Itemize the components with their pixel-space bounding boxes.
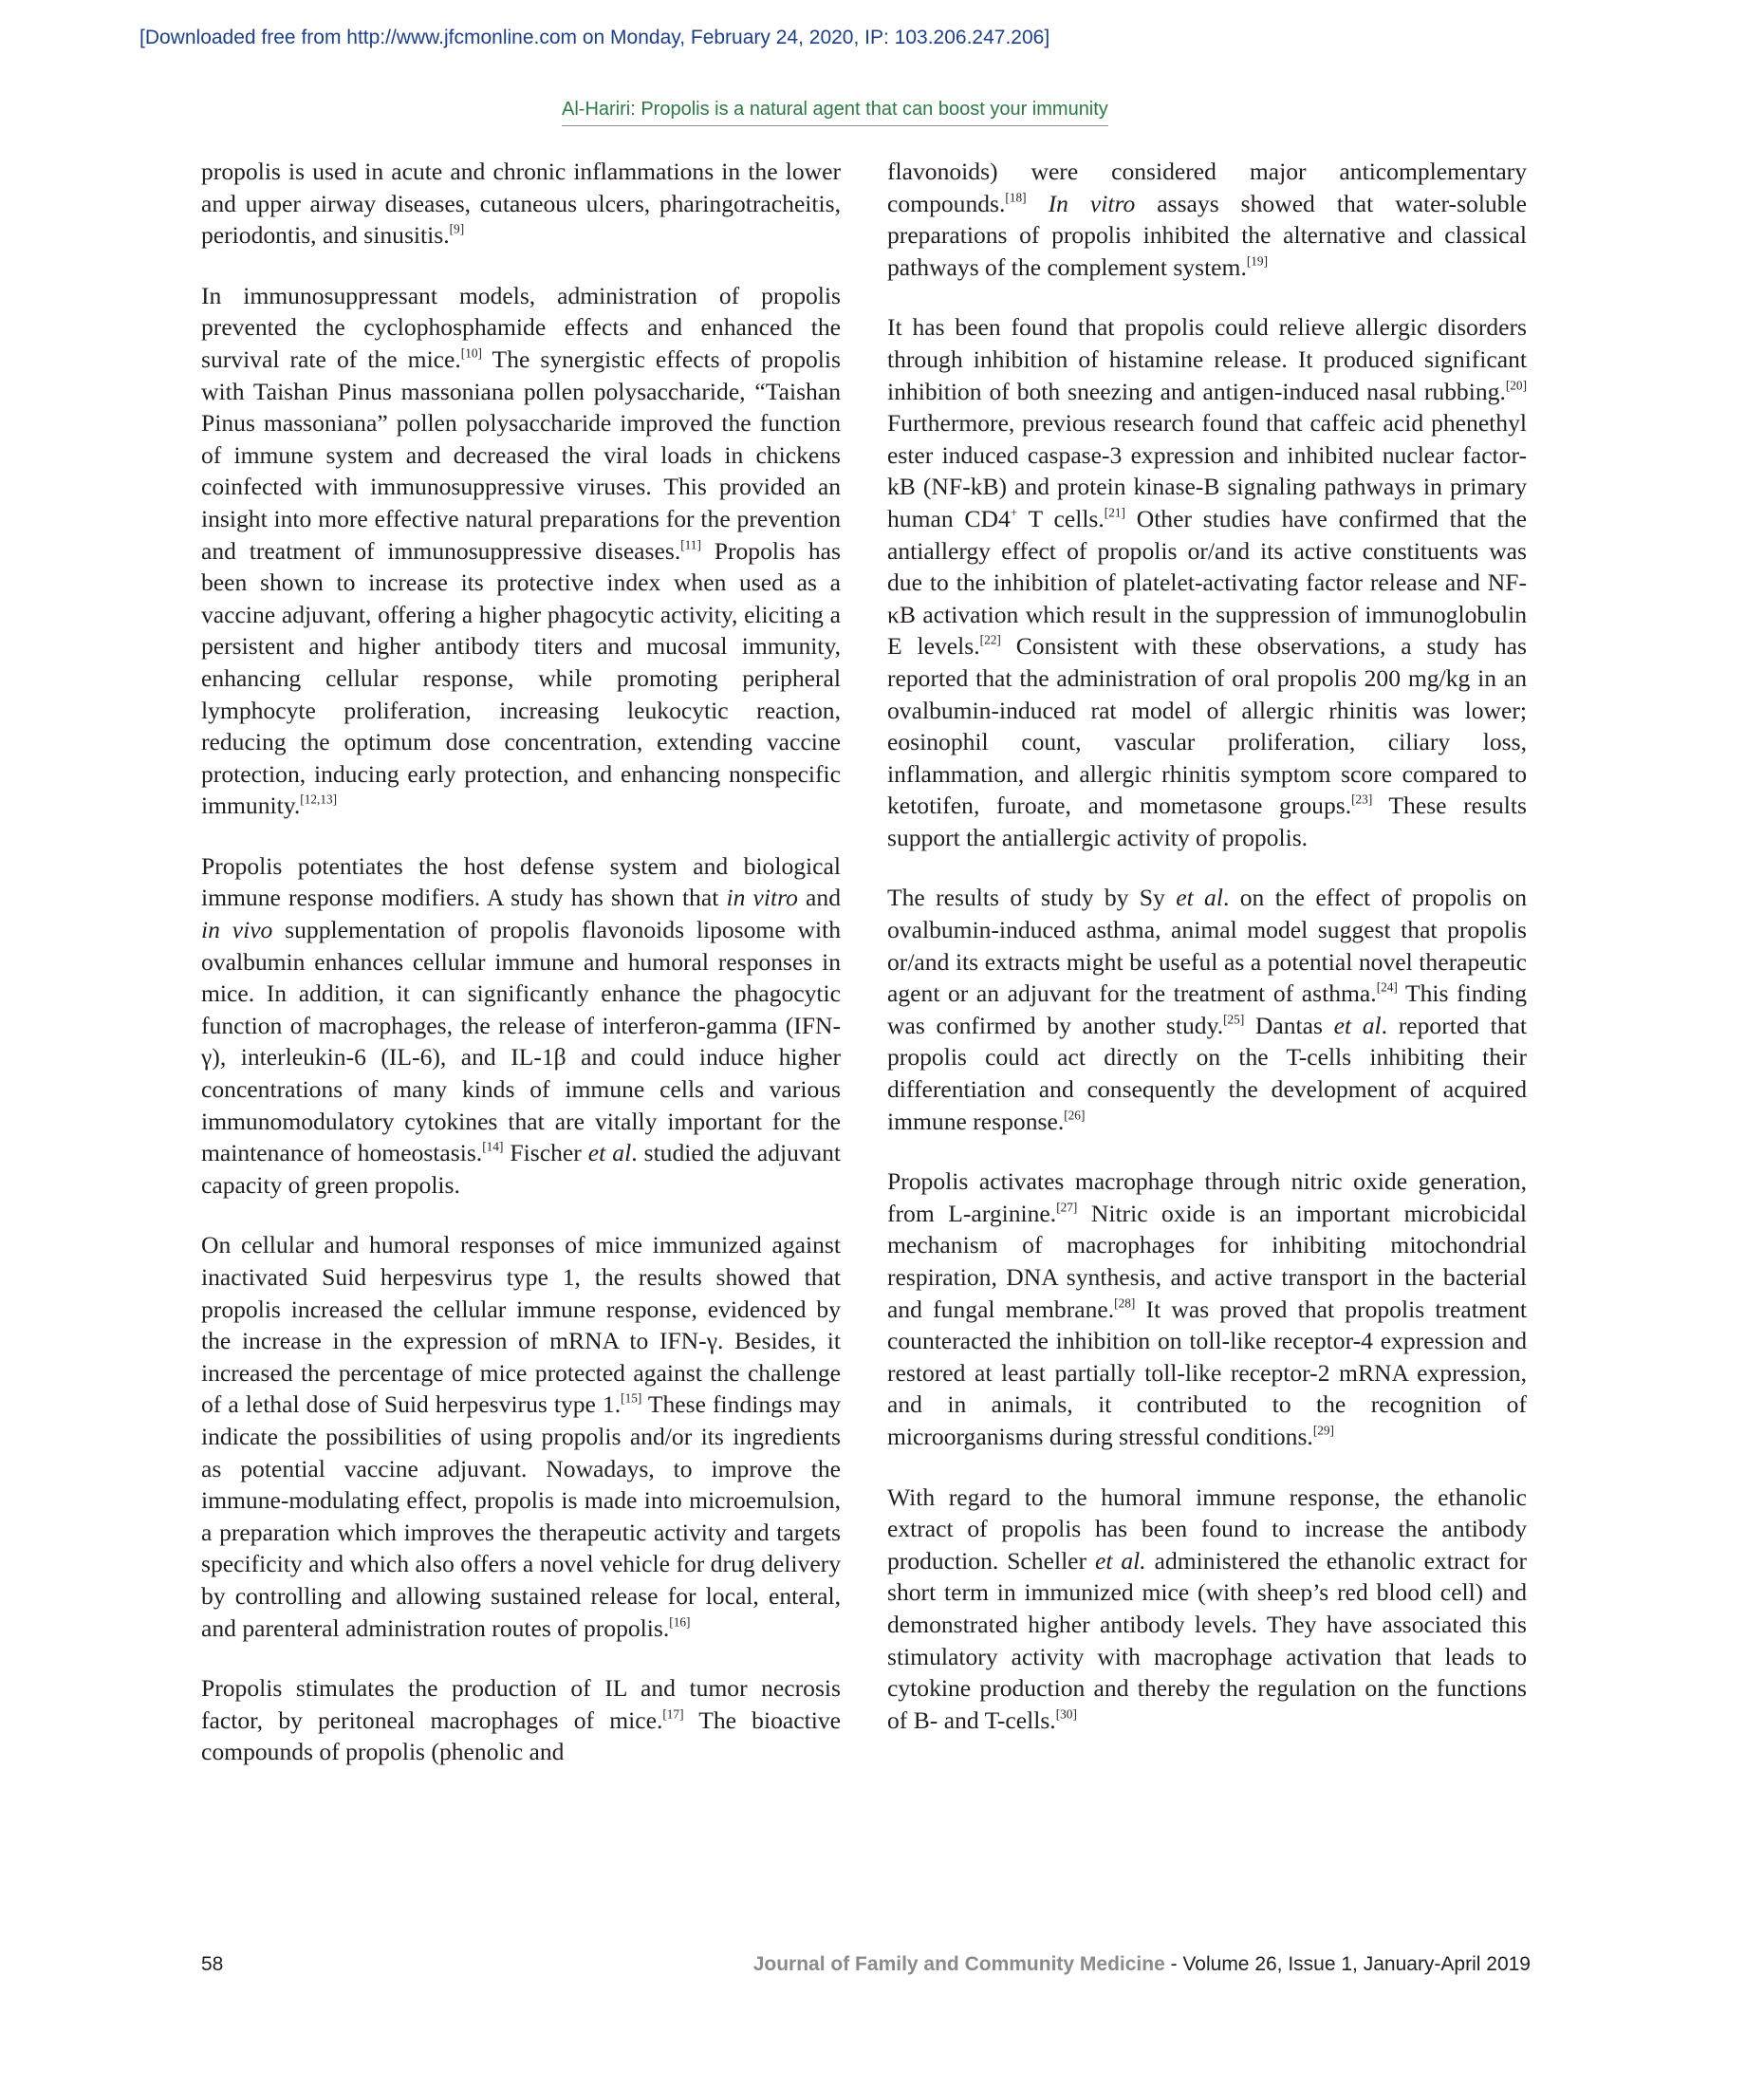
citation-ref: [26] bbox=[1064, 1108, 1086, 1123]
journal-citation bbox=[753, 1953, 1531, 1976]
download-notice: [Downloaded free from http://www.jfcmonline.com on Monday, February 24, 2020, IP: 103.206.247.206] bbox=[139, 27, 1050, 48]
citation-ref: [23] bbox=[1351, 792, 1373, 807]
text-run: and bbox=[797, 884, 841, 912]
text-run: flavonoids) were considered major anticomplementary compounds. bbox=[887, 158, 1527, 217]
italic-text: et al bbox=[1176, 884, 1223, 912]
text-run: These results support the antiallergic activity of propolis. bbox=[887, 792, 1527, 851]
text-run: Consistent with these observations, a study has reported that the administration of oral propolis 200 mg/kg in an ovalbumin-induced rat model of allergic rhinitis was lower; eosinophil count, vascular proliferation, ciliary loss, inflammation, and allergic rhinitis symptom score compared to ketotifen, furoate, and mometasone groups. bbox=[887, 632, 1527, 820]
italic-text: et al bbox=[1333, 1011, 1382, 1039]
paragraph bbox=[201, 156, 841, 252]
text-run: On cellular and humoral responses of mice immunized against inactivated Suid herpesvirus type 1, the results showed that propolis increased the cellular immune response, evidenced by the increase in the expression of mRNA to IFN-γ. Besides, it increased the percentage of mice protected against the challenge of a lethal dose of Suid herpesvirus type 1. bbox=[201, 1231, 841, 1419]
journal-issue: - Volume 26, Issue 1, January-April 2019 bbox=[1164, 1953, 1531, 1975]
citation-ref: [22] bbox=[979, 632, 1001, 647]
citation-ref: [30] bbox=[1055, 1706, 1077, 1722]
italic-text: in vivo bbox=[201, 916, 273, 944]
text-run: Other studies have confirmed that the antiallergy effect of propolis or/and its active constituents was due to the inhibition of platelet-activating factor release and NF-κB activation which result in the suppression of immunoglobulin E levels. bbox=[887, 504, 1527, 661]
italic-text: In vitro bbox=[1048, 189, 1136, 217]
citation-ref: [11] bbox=[680, 537, 701, 552]
text-run bbox=[1027, 190, 1049, 217]
italic-text: et al bbox=[587, 1139, 632, 1167]
page-number: 58 bbox=[201, 1953, 224, 1975]
citation-ref: [28] bbox=[1114, 1296, 1136, 1311]
text-run: Propolis activates macrophage through nitric oxide generation, from L-arginine. bbox=[887, 1167, 1527, 1227]
paragraph bbox=[201, 1672, 841, 1768]
background-watermark: ​ bbox=[313, 1064, 366, 1182]
text-run: Fischer bbox=[503, 1139, 588, 1167]
paragraph bbox=[887, 311, 1527, 853]
right-column bbox=[887, 156, 1527, 1764]
text-run: supplementation of propolis flavonoids liposome with ovalbumin enhances cellular immune and humoral responses in mice. In addition, it can significantly enhance the phagocytic function of macrophages, the release of interferon-gamma (IFN-γ), interleukin-6 (IL-6), and IL-1β and could induce higher concentrations of many kinds of immune cells and various immunomodulatory cytokines that are vitally important for the maintenance of homeostasis. bbox=[201, 916, 842, 1167]
paragraph bbox=[887, 156, 1527, 283]
text-run: Propolis stimulates the production of IL and tumor necrosis factor, by peritoneal macrophages of mice. bbox=[201, 1674, 841, 1734]
paragraph bbox=[887, 1165, 1527, 1452]
text-run: T cells. bbox=[1017, 504, 1105, 532]
text-run: Nitric oxide is an important microbicidal mechanism of macrophages for inhibiting mitochondrial respiration, DNA synthesis, and active transport in the bacterial and fungal membrane. bbox=[887, 1199, 1527, 1323]
citation-ref: [12,13] bbox=[300, 792, 338, 807]
text-run: propolis is used in acute and chronic inflammations in the lower and upper airway diseases, cutaneous ulcers, pharingotracheitis, periodontis, and sinusitis. bbox=[201, 158, 841, 250]
citation-ref: [9] bbox=[449, 221, 465, 236]
citation-ref: [20] bbox=[1505, 378, 1527, 393]
citation-ref: [25] bbox=[1223, 1012, 1245, 1027]
text-run: Furthermore, previous research found that caffeic acid phenethyl ester induced caspase-3 expression and inhibited nuclear factor-kB (NF-kB) and protein kinase-B signaling pathways in primary human CD4 bbox=[887, 409, 1527, 532]
citation-ref: + bbox=[1010, 505, 1018, 520]
text-run: administered the ethanolic extract for short term in immunized mice (with sheep’s red blood cell) and demonstrated higher antibody levels. They have associated this stimulatory activity with macrophage activation that leads to cytokine production and thereby the regulation on the functions of B- and T-cells. bbox=[887, 1546, 1528, 1734]
italic-text: et al. bbox=[1094, 1546, 1146, 1575]
text-run: This finding was confirmed by another study. bbox=[887, 979, 1527, 1039]
text-run: These findings may indicate the possibilities of using propolis and/or its ingredients as potential vaccine adjuvant. Nowadays, to improve the immune-modulating effect, propolis is made into microemulsion, a preparation which improves the therapeutic activity and targets specificity and which also offers a novel vehicle for drug delivery by controlling and allowing sustained release for local, enteral, and parenteral administration routes of propolis. bbox=[201, 1390, 841, 1642]
text-run: It has been found that propolis could relieve allergic disorders through inhibition of histamine release. It produced significant inhibition of both sneezing and antigen-induced nasal rubbing. bbox=[887, 313, 1527, 405]
citation-ref: [21] bbox=[1104, 505, 1125, 520]
paragraph bbox=[201, 280, 841, 822]
text-run: Propolis potentiates the host defense system and biological immune response modifiers. A study has shown that bbox=[201, 851, 841, 912]
text-run: . reported that propolis could act directly on the T-cells inhibiting their differentiation and consequently the development of acquired immune response. bbox=[887, 1011, 1528, 1135]
citation-ref: [17] bbox=[662, 1706, 684, 1722]
text-run: In immunosuppressant models, administration of propolis prevented the cyclophosphamide effects and enhanced the survival rate of the mice. bbox=[201, 281, 841, 373]
text-run: . studied the adjuvant capacity of green propolis. bbox=[201, 1139, 841, 1199]
italic-text: in vitro bbox=[726, 884, 798, 912]
running-head: Al-Hariri: Propolis is a natural agent that can boost your immunity bbox=[562, 99, 1108, 126]
text-run: The bioactive compounds of propolis (phenolic and bbox=[201, 1706, 841, 1766]
text-run: Propolis has been shown to increase its protective index when used as a vaccine adjuvant, offering a higher phagocytic activity, eliciting a persistent and higher antibody titers and mucosal immunity, enhancing cellular response, while promoting peripheral lymphocyte proliferation, increasing leukocytic reaction, reducing the optimum dose concentration, extending vaccine protection, inducing early protection, and enhancing nonspecific immunity. bbox=[201, 536, 841, 820]
citation-ref: [14] bbox=[482, 1139, 504, 1154]
citation-ref: [29] bbox=[1312, 1423, 1334, 1438]
citation-ref: [16] bbox=[669, 1614, 691, 1630]
citation-ref: [19] bbox=[1246, 253, 1269, 269]
text-run: assays showed that water-soluble preparations of propolis inhibited the alternative and classical pathways of the complement system. bbox=[887, 189, 1527, 281]
text-run: The results of study by Sy bbox=[887, 884, 1177, 912]
citation-ref: [15] bbox=[621, 1391, 642, 1406]
citation-ref: [18] bbox=[1005, 190, 1027, 205]
citation-ref: [10] bbox=[460, 345, 482, 361]
paragraph bbox=[887, 882, 1527, 1137]
text-run: Dantas bbox=[1244, 1011, 1334, 1039]
paragraph bbox=[201, 850, 841, 1202]
text-run: With regard to the humoral immune response, the ethanolic extract of propolis has been found to increase the antibody production. Scheller bbox=[887, 1482, 1527, 1575]
paragraph bbox=[887, 1482, 1527, 1737]
text-run: The synergistic effects of propolis with Taishan Pinus massoniana pollen polysaccharide, “Taishan Pinus massoniana” pollen polysaccharide improved the function of immune system and decreased the viral loads in chickens coinfected with immunosuppressive viruses. This provided an insight into more effective natural preparations for the prevention and treatment of immunosuppressive diseases. bbox=[201, 345, 841, 565]
paragraph bbox=[201, 1229, 841, 1644]
left-column bbox=[201, 156, 841, 1797]
citation-ref: [24] bbox=[1376, 979, 1398, 995]
citation-ref: [27] bbox=[1056, 1200, 1078, 1215]
text-run: . on the effect of propolis on ovalbumin-induced asthma, animal model suggest that propolis or/and its extracts might be useful as a potential novel therapeutic agent or an adjuvant for the treatment of asthma. bbox=[887, 884, 1527, 1008]
text-run: It was proved that propolis treatment counteracted the inhibition on toll-like receptor-4 expression and restored at least partially toll-like receptor-2 mRNA expression, and in animals, it contributed to the recognition of microorganisms during stressful conditions. bbox=[887, 1295, 1527, 1450]
journal-name: Journal of Family and Community Medicine bbox=[752, 1953, 1165, 1975]
